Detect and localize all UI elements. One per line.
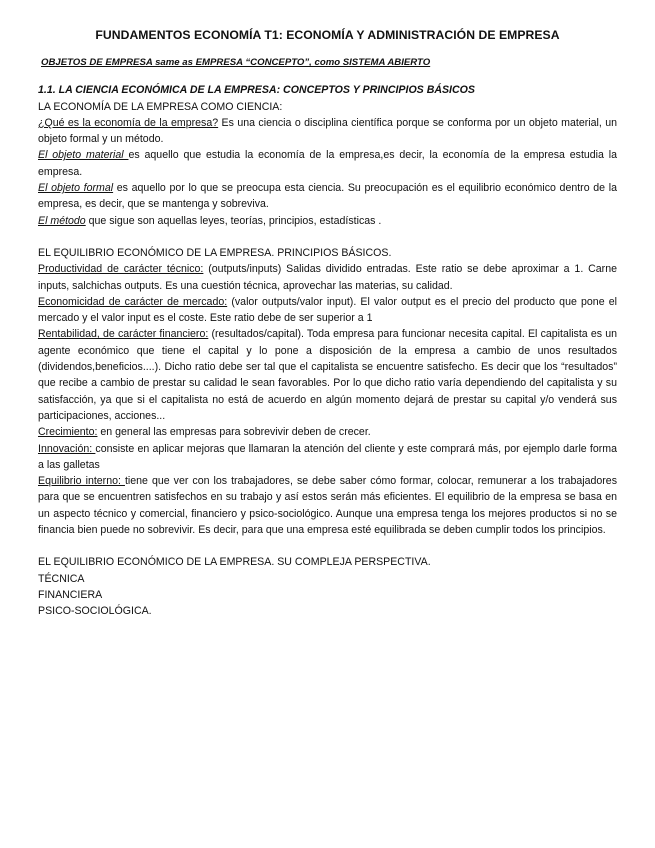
principle-term: Equilibrio interno: [38, 475, 125, 488]
principle-item [38, 294, 617, 327]
principle-text: en general las empresas para sobrevivir deben de crecer. [97, 426, 371, 439]
paragraph-definition [38, 115, 617, 148]
principle-term: Productividad de carácter técnico: [38, 263, 204, 276]
perspective-item: PSICO-SOCIOLÓGICA. [38, 605, 152, 618]
principle-text: consiste en aplicar mejoras que llamaran la atención del cliente y este comprará más, por ejemplo darle forma a las galletas [38, 442, 617, 471]
principle-text: tiene que ver con los trabajadores, se debe saber cómo formar, colocar, remunerar a los trabajadores para que se encuentren satisfechos en su trabajo y así estos serán más eficientes. El equilibrio de la empresa se basa en un aspecto técnico y comercial, financiero y psico-sociológico. Aunque una empresa tenga los mejores productos si no se financia bien puede no sobrevivir. Es decir, para que una empresa esté equilibrada se deben cumplir todos los principios. [38, 475, 617, 537]
term-question: ¿Qué es la economía de la empresa? [38, 116, 219, 129]
term-metodo: El método [38, 214, 86, 227]
paragraph-metodo [38, 213, 617, 229]
principle-item [38, 473, 617, 538]
section-3-heading: EL EQUILIBRIO ECONÓMICO DE LA EMPRESA. SU COMPLEJA PERSPECTIVA. [38, 556, 431, 569]
principle-term: Economicidad de carácter de mercado: [38, 295, 228, 308]
definition-text: Es una ciencia o disciplina científica porque se conforma por un objeto material, un objeto formal y un método. [38, 116, 617, 146]
spacer [38, 229, 617, 245]
objeto-material-text: es aquello que estudia la economía de la empresa,es decir, la economía de la empresa estudia la empresa. [38, 149, 617, 178]
principle-text: (valor outputs/valor input). El valor output es el precio del producto que pone el mercado y el valor input es el coste. Este ratio debe de ser superior a 1 [38, 295, 617, 325]
principle-item [38, 441, 617, 474]
paragraph-objeto-formal [38, 180, 617, 213]
principle-term: Innovación: [38, 442, 96, 455]
objeto-formal-text: es aquello por lo que se preocupa esta ciencia. Su preocupación es el equilibrio económico dentro de la empresa, es decir, que se mantenga y sobreviva. [38, 182, 617, 211]
metodo-text: que sigue son aquellas leyes, teorías, principios, estadísticas . [85, 214, 382, 227]
perspective-item: FINANCIERA [38, 588, 103, 601]
principle-item [38, 424, 617, 440]
perspective-item: TÉCNICA [38, 572, 85, 585]
document-title: FUNDAMENTOS ECONOMÍA T1: ECONOMÍA Y ADMINISTRACIÓN DE EMPRESA [95, 28, 560, 42]
section-2-heading: EL EQUILIBRIO ECONÓMICO DE LA EMPRESA. PRINCIPIOS BÁSICOS. [38, 246, 392, 259]
principle-item [38, 326, 617, 424]
section-1-heading: 1.1. LA CIENCIA ECONÓMICA DE LA EMPRESA: CONCEPTOS Y PRINCIPIOS BÁSICOS [38, 84, 475, 97]
document-subtitle: OBJETOS DE EMPRESA same as EMPRESA “CONCEPTO”, como SISTEMA ABIERTO [41, 57, 431, 69]
principle-text: (outputs/inputs) Salidas dividido entradas. Este ratio se debe aproximar a 1. Carne inputs, salchichas outputs. Es una cuestión técnica, aprovechar las materias, su calidad. [38, 263, 617, 292]
term-objeto-material: El objeto material [38, 149, 129, 162]
term-objeto-formal: El objeto formal [38, 182, 114, 195]
paragraph-objeto-material [38, 147, 617, 180]
principle-term: Crecimiento: [38, 426, 98, 439]
principle-text: (resultados/capital). Toda empresa para funcionar necesita capital. El capitalista es un agente económico que tiene el capital y lo pone a disposición de la empresa a cambio de unos resultados (dividendos,beneficios....). Dicho ratio debe ser tal que el capitalista se encuentre satisfecho. Es decir que los “resultados” que recibe a cambio de prestar su calidad le sean favorables. Por lo que dicho ratio varía dependiendo del capitalista y su satisfacción, ya que si el capitalista no está de acuerdo en algún momento dejará de prestar su capital y/o venderá sus participaciones, acciones... [38, 328, 617, 422]
principle-term: Rentabilidad, de carácter financiero: [38, 328, 209, 341]
principle-item [38, 261, 617, 294]
spacer [38, 538, 617, 554]
section-1-subheading: LA ECONOMÍA DE LA EMPRESA COMO CIENCIA: [38, 100, 283, 113]
